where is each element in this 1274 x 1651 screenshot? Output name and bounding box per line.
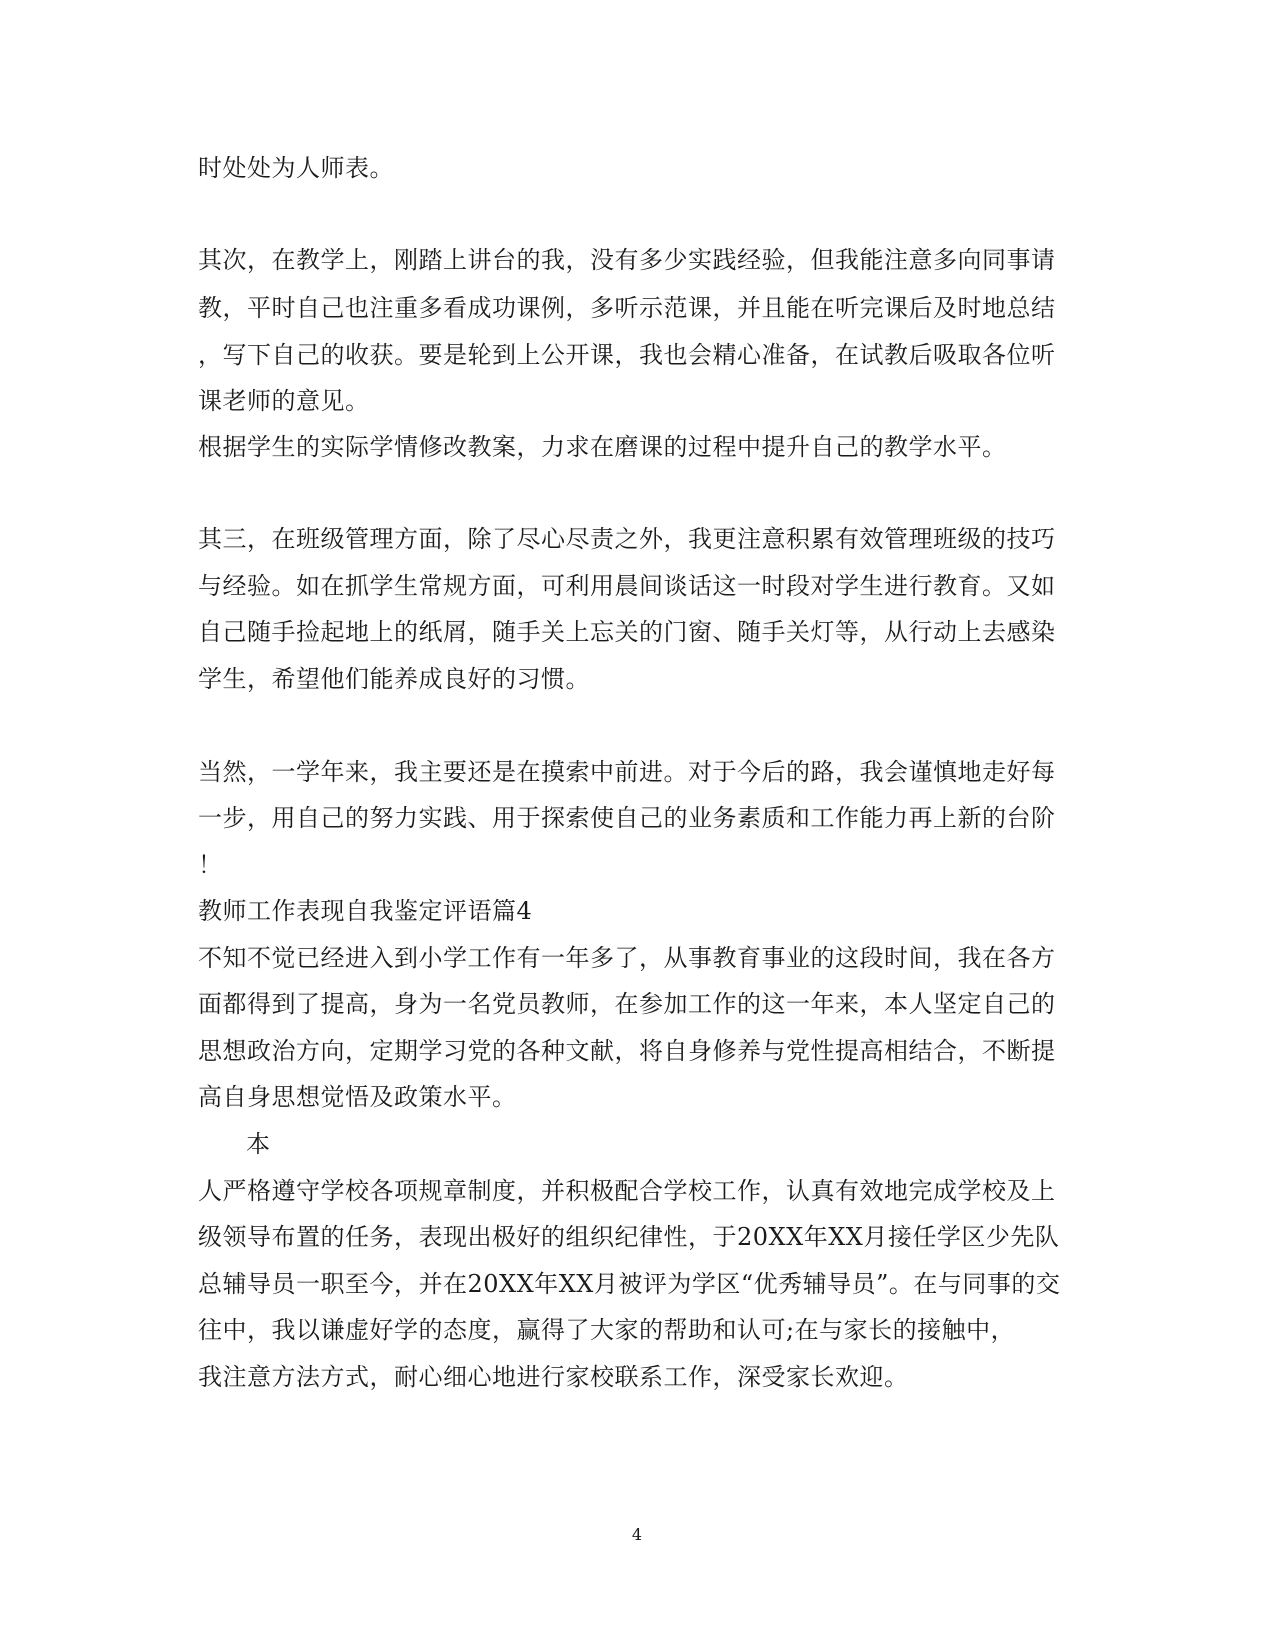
text-line: 思想政治方向，定期学习党的各种文献，将自身修养与党性提高相结合，不断提 — [198, 1037, 1056, 1065]
text-line: 与经验。如在抓学生常规方面，可利用晨间谈话这一时段对学生进行教育。又如 — [198, 572, 1056, 600]
text-line: 我注意方法方式，耐心细心地进行家校联系工作，深受家长欢迎。 — [198, 1363, 909, 1391]
text-line: 其次，在教学上，刚踏上讲台的我，没有多少实践经验，但我能注意多向同事请 — [198, 246, 1056, 274]
text-line: 课老师的意见。 — [198, 387, 370, 415]
text-line: 学生，希望他们能养成良好的习惯。 — [198, 665, 590, 693]
text-line: 不知不觉已经进入到小学工作有一年多了，从事教育事业的这段时间，我在各方 — [198, 944, 1056, 972]
section-heading: 教师工作表现自我鉴定评语篇4 — [198, 897, 533, 925]
text-line: ！ — [198, 851, 223, 879]
text-line: 教，平时自己也注重多看成功课例，多听示范课，并且能在听完课后及时地总结 — [198, 294, 1056, 322]
text-line: 本 — [246, 1130, 271, 1158]
page-number: 4 — [631, 1525, 643, 1544]
text-line: 一步，用自己的努力实践、用于探索使自己的业务素质和工作能力再上新的台阶 — [198, 804, 1056, 832]
text-line: 面都得到了提高，身为一名党员教师，在参加工作的这一年来，本人坚定自己的 — [198, 990, 1056, 1018]
text-line: 级领导布置的任务，表现出极好的组织纪律性，于20XX年XX月接任学区少先队 — [198, 1223, 1060, 1251]
text-line: 其三，在班级管理方面，除了尽心尽责之外，我更注意积累有效管理班级的技巧 — [198, 525, 1056, 553]
text-line: 时处处为人师表。 — [198, 154, 394, 182]
text-line: 高自身思想觉悟及政策水平。 — [198, 1083, 517, 1111]
text-line: 当然，一学年来，我主要还是在摸索中前进。对于今后的路，我会谨慎地走好每 — [198, 758, 1056, 786]
text-line: ，写下自己的收获。要是轮到上公开课，我也会精心准备，在试教后吸取各位听 — [198, 341, 1056, 369]
text-line: 自己随手捡起地上的纸屑，随手关上忘关的门窗、随手关灯等，从行动上去感染 — [198, 618, 1056, 646]
text-line: 根据学生的实际学情修改教案，力求在磨课的过程中提升自己的教学水平。 — [198, 433, 1007, 461]
text-line: 往中，我以谦虚好学的态度，赢得了大家的帮助和认可;在与家长的接触中， — [198, 1316, 1016, 1344]
text-line: 总辅导员一职至今，并在20XX年XX月被评为学区“优秀辅导员”。在与同事的交 — [198, 1270, 1061, 1298]
text-line: 人严格遵守学校各项规章制度，并积极配合学校工作，认真有效地完成学校及上 — [198, 1177, 1056, 1205]
